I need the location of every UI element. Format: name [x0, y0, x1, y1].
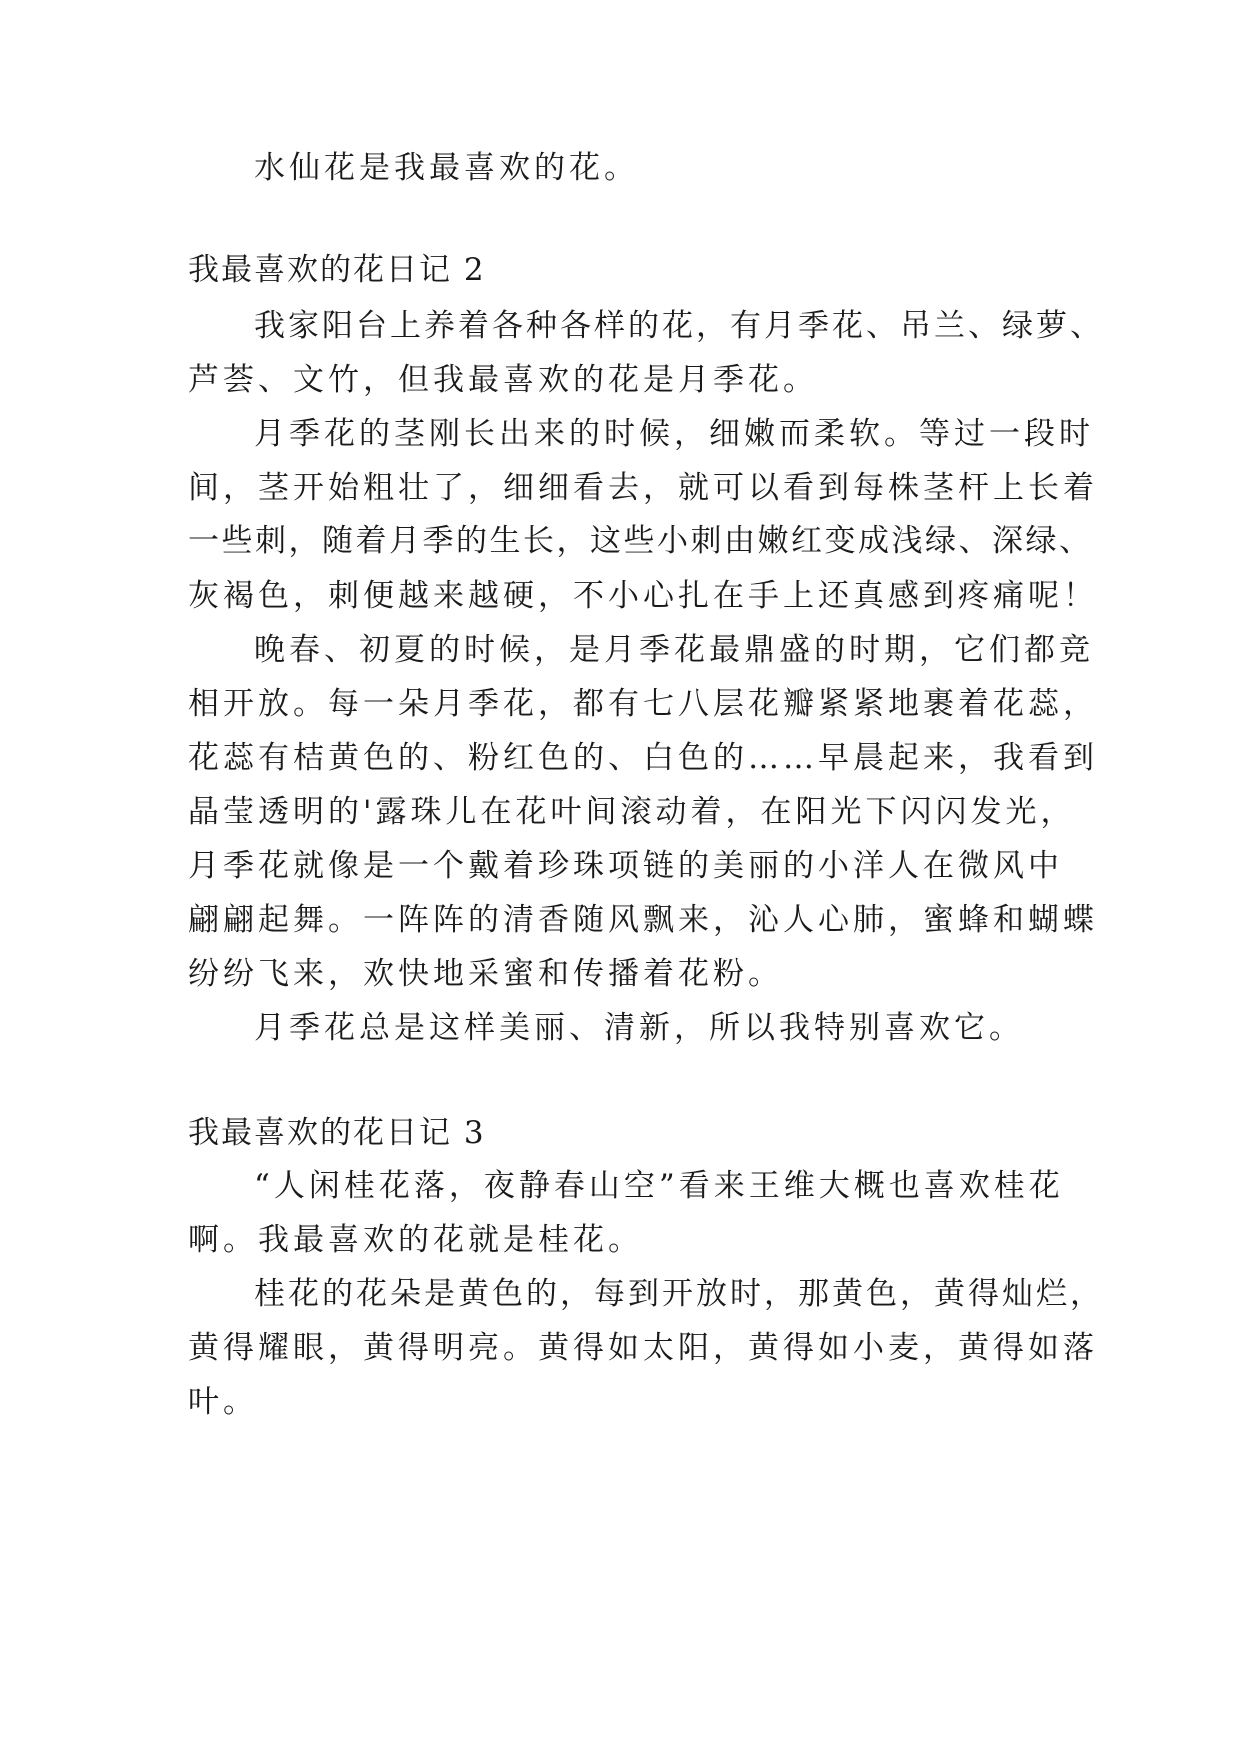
paragraph-line: 月季花的茎刚长出来的时候，细嫩而柔软。等过一段时 [254, 416, 1094, 452]
paragraph-line: “人闲桂花落，夜静春山空”看来王维大概也喜欢桂花 [254, 1168, 1064, 1204]
diary2-heading: 我最喜欢的花日记 2 [188, 252, 486, 288]
paragraph-line: 间，茎开始粗壮了，细细看去，就可以看到每株茎杆上长着 [188, 470, 1098, 506]
paragraph-line: 相开放。每一朵月季花，都有七八层花瓣紧紧地裹着花蕊， [188, 686, 1098, 722]
paragraph-line: 我家阳台上养着各种各样的花，有月季花、吊兰、绿萝、 [254, 308, 1104, 344]
paragraph-line: 桂花的花朵是黄色的，每到开放时，那黄色，黄得灿烂， [254, 1276, 1104, 1312]
paragraph-line: 月季花总是这样美丽、清新，所以我特别喜欢它。 [254, 1010, 1024, 1046]
paragraph-line: 晶莹透明的'露珠儿在花叶间滚动着，在阳光下闪闪发光， [188, 794, 1076, 830]
paragraph-line: 叶。 [188, 1384, 258, 1420]
paragraph-line: 月季花就像是一个戴着珍珠项链的美丽的小洋人在微风中 [188, 848, 1063, 884]
diary3-heading: 我最喜欢的花日记 3 [188, 1115, 486, 1151]
paragraph-line: 灰褐色，刺便越来越硬，不小心扎在手上还真感到疼痛呢！ [188, 578, 1098, 614]
paragraph-line: 一些刺，随着月季的生长，这些小刺由嫩红变成浅绿、深绿、 [188, 523, 1093, 559]
paragraph-line: 啊。我最喜欢的花就是桂花。 [188, 1222, 643, 1258]
paragraph-line: 芦荟、文竹，但我最喜欢的花是月季花。 [188, 362, 818, 398]
paragraph-line: 翩翩起舞。一阵阵的清香随风飘来，沁人心肺，蜜蜂和蝴蝶 [188, 902, 1098, 938]
paragraph-line: 黄得耀眼，黄得明亮。黄得如太阳，黄得如小麦，黄得如落 [188, 1330, 1098, 1366]
intro-line: 水仙花是我最喜欢的花。 [254, 150, 639, 186]
paragraph-line: 花蕊有桔黄色的、粉红色的、白色的……早晨起来，我看到 [188, 740, 1098, 776]
paragraph-line: 晚春、初夏的时候，是月季花最鼎盛的时期，它们都竞 [254, 632, 1094, 668]
paragraph-line: 纷纷飞来，欢快地采蜜和传播着花粉。 [188, 956, 783, 992]
